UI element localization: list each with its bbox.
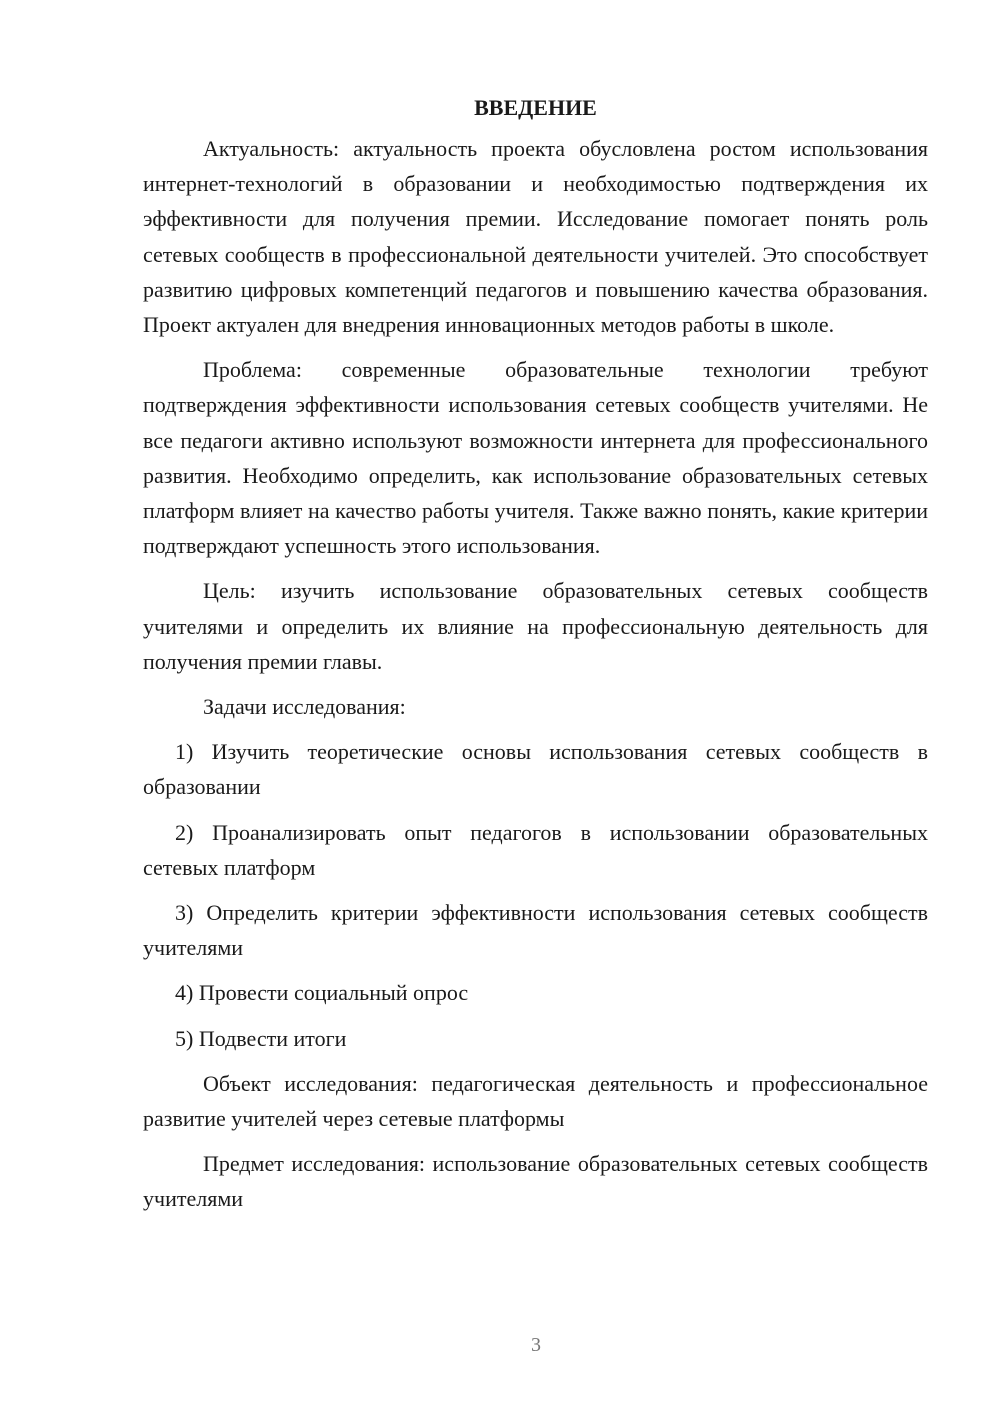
relevance-paragraph: Актуальность: актуальность проекта обусловлена ростом использования интернет-технологий в образовании и необходимостью подтверждения их эффективности для получения премии. Исследование помогает понять роль сетевых сообществ в профессиональной деятельности учителей. Это способствует развитию цифровых компетенций педагогов и повышению качества образования. Проект актуален для внедрения инновационных методов работы в школе. — [143, 136, 928, 338]
goal-paragraph: Цель: изучить использование образовательных сетевых сообществ учителями и определить их влияние на профессиональную деятельность для получения премии главы. — [143, 578, 928, 674]
section-heading: ВВЕДЕНИЕ — [474, 95, 597, 120]
research-object-paragraph: Объект исследования: педагогическая деятельность и профессиональное развитие учителей через сетевые платформы — [143, 1070, 928, 1132]
task-item-2: 2) Проанализировать опыт педагогов в использовании образовательных сетевых платформ — [143, 819, 928, 880]
tasks-intro: Задачи исследования: — [203, 694, 406, 720]
page-number: 3 — [531, 1334, 541, 1356]
task-item-1: 1) Изучить теоретические основы использования сетевых сообществ в образовании — [143, 739, 928, 800]
task-item-5: 5) Подвести итоги — [175, 1025, 347, 1051]
task-item-3: 3) Определить критерии эффективности использования сетевых сообществ учителями — [143, 900, 928, 961]
research-subject-paragraph: Предмет исследования: использование образовательных сетевых сообществ учителями — [143, 1151, 928, 1212]
task-item-4: 4) Провести социальный опрос — [175, 980, 469, 1006]
document-page — [143, 90, 928, 1227]
problem-paragraph: Проблема: современные образовательные технологии требуют подтверждения эффективности использования сетевых сообществ учителями. Не все педагоги активно используют возможности интернета для профессионального развития. Необходимо определить, как использование образовательных сетевых платформ влияет на качество работы учителя. Также важно понять, какие критерии подтверждают успешность этого использования. — [143, 357, 928, 559]
